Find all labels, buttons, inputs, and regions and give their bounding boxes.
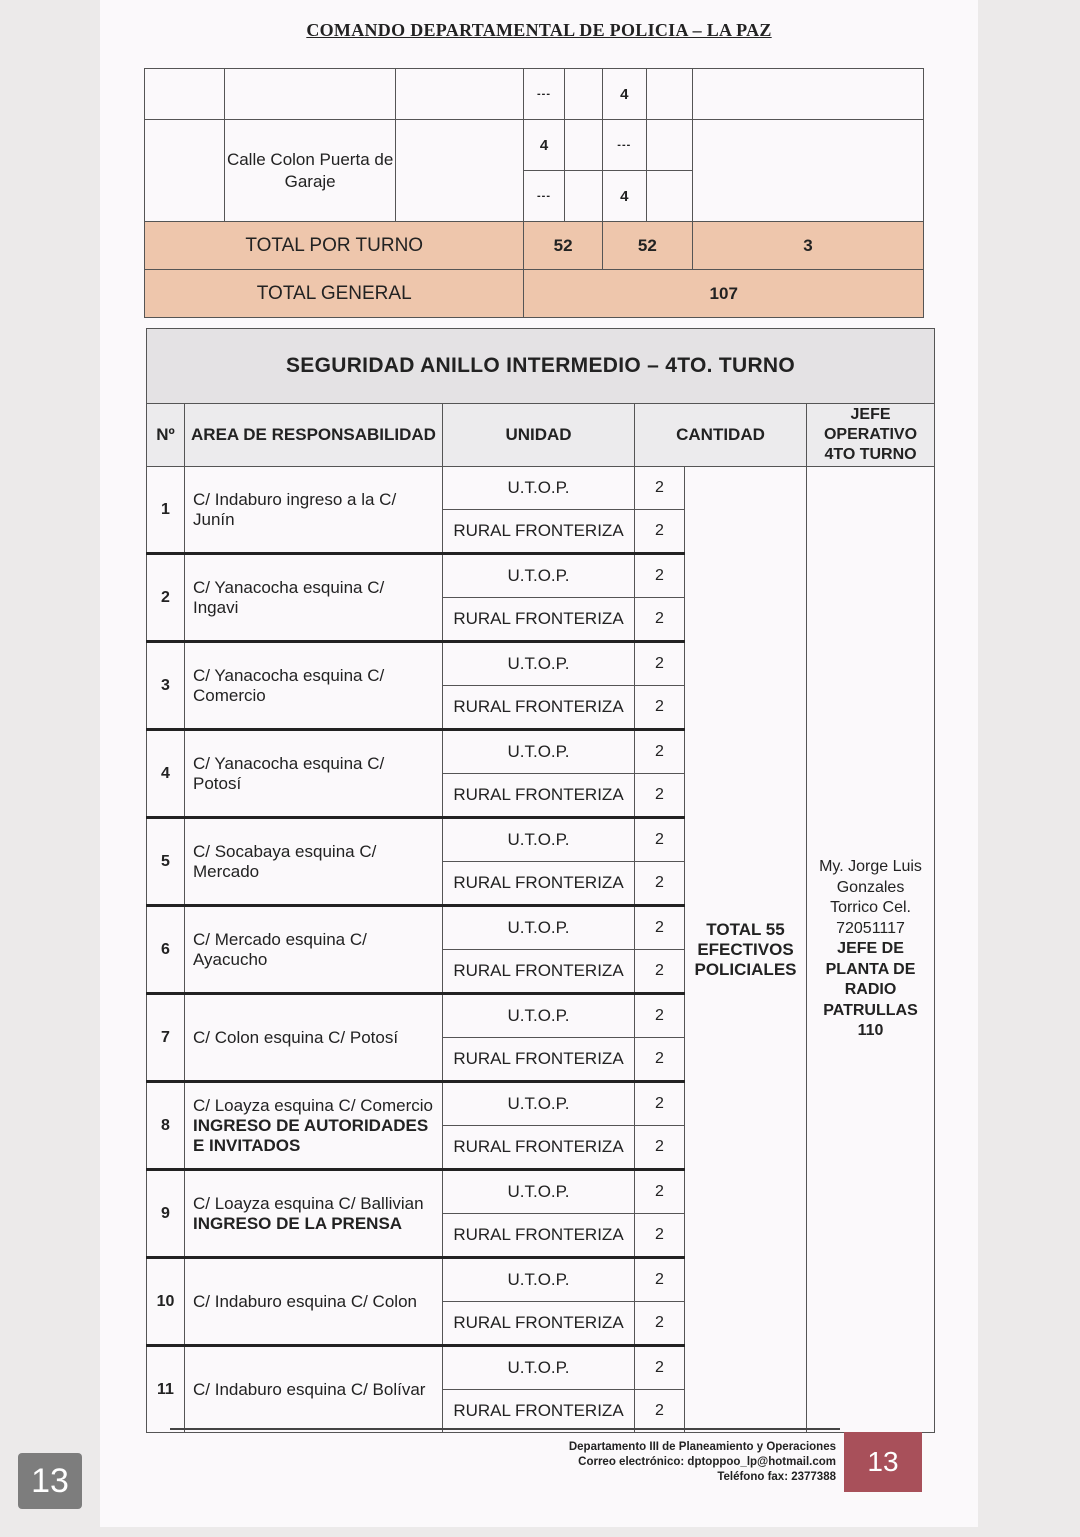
unit-cell: RURAL FRONTERIZA — [443, 510, 635, 554]
unit-cell: U.T.O.P. — [443, 467, 635, 510]
total-por-turno-row: TOTAL POR TURNO 52 52 3 — [145, 222, 924, 270]
area-cell: C/ Yanacocha esquina C/ Ingavi — [185, 554, 443, 642]
area-cell: C/ Indaburo ingreso a la C/ Junín — [185, 467, 443, 554]
area-cell: C/ Yanacocha esquina C/ Comercio — [185, 642, 443, 730]
area-cell: C/ Loayza esquina C/ Comercio INGRESO DE AUTORIDADES E INVITADOS — [185, 1082, 443, 1170]
total-general-row: TOTAL GENERAL 107 — [145, 270, 924, 318]
unit-cell: RURAL FRONTERIZA — [443, 774, 635, 818]
header-unidad: UNIDAD — [443, 404, 635, 467]
area-cell: C/ Mercado esquina C/ Ayacucho — [185, 906, 443, 994]
area-cell: C/ Socabaya esquina C/ Mercado — [185, 818, 443, 906]
count-cell: 2 — [635, 686, 685, 730]
table-row: --- 4 — [145, 69, 924, 120]
unit-cell: U.T.O.P. — [443, 1082, 635, 1126]
unit-cell: RURAL FRONTERIZA — [443, 862, 635, 906]
unit-cell: RURAL FRONTERIZA — [443, 950, 635, 994]
total-quantity-cell: TOTAL 55 EFECTIVOS POLICIALES — [685, 467, 807, 1433]
count-cell: 2 — [635, 994, 685, 1038]
page-indicator: 13 — [18, 1453, 82, 1509]
row-number: 3 — [147, 642, 185, 730]
area-cell: C/ Indaburo esquina C/ Colon — [185, 1258, 443, 1346]
count-cell: 2 — [635, 1390, 685, 1433]
row-number: 11 — [147, 1346, 185, 1433]
row-number: 2 — [147, 554, 185, 642]
row-number: 5 — [147, 818, 185, 906]
header-area: AREA DE RESPONSABILIDAD — [185, 404, 443, 467]
count-cell: 2 — [635, 774, 685, 818]
area-cell: C/ Indaburo esquina C/ Bolívar — [185, 1346, 443, 1433]
table-body — [147, 467, 935, 1433]
table-row — [147, 467, 935, 510]
row-number: 9 — [147, 1170, 185, 1258]
count-cell: 2 — [635, 1302, 685, 1346]
unit-cell: RURAL FRONTERIZA — [443, 1126, 635, 1170]
footer-divider — [170, 1428, 840, 1430]
unit-cell: RURAL FRONTERIZA — [443, 598, 635, 642]
row-number: 1 — [147, 467, 185, 554]
count-cell: 2 — [635, 1038, 685, 1082]
footer-info: Departamento III de Planeamiento y Operaciones Correo electrónico: dptoppoo_lp@hotmail.com Teléfono fax: 2377388 — [568, 1441, 836, 1483]
section-title: SEGURIDAD ANILLO INTERMEDIO – 4TO. TURNO — [147, 329, 935, 404]
count-cell: 2 — [635, 642, 685, 686]
table-row: --- 4 — [145, 171, 924, 222]
unit-cell: U.T.O.P. — [443, 1170, 635, 1214]
area-cell: C/ Loayza esquina C/ Ballivian INGRESO DE LA PRENSA — [185, 1170, 443, 1258]
count-cell: 2 — [635, 598, 685, 642]
table-row: Calle Colon Puerta de Garaje 4 --- — [145, 120, 924, 171]
header-no: Nº — [147, 404, 185, 467]
unit-cell: U.T.O.P. — [443, 730, 635, 774]
area-cell: C/ Colon esquina C/ Potosí — [185, 994, 443, 1082]
count-cell: 2 — [635, 1346, 685, 1390]
row-number: 4 — [147, 730, 185, 818]
header-jefe: JEFE OPERATIVO 4TO TURNO — [807, 404, 935, 467]
unit-cell: RURAL FRONTERIZA — [443, 686, 635, 730]
unit-cell: U.T.O.P. — [443, 1346, 635, 1390]
count-cell: 2 — [635, 1214, 685, 1258]
unit-cell: U.T.O.P. — [443, 906, 635, 950]
count-cell: 2 — [635, 950, 685, 994]
unit-cell: U.T.O.P. — [443, 994, 635, 1038]
chief-cell: My. Jorge Luis Gonzales Torrico Cel. 72051117 JEFE DE PLANTA DE RADIO PATRULLAS 110 — [807, 467, 935, 1433]
count-cell: 2 — [635, 1126, 685, 1170]
unit-cell: U.T.O.P. — [443, 818, 635, 862]
header-cantidad: CANTIDAD — [635, 404, 807, 467]
count-cell: 2 — [635, 510, 685, 554]
document-page — [100, 0, 978, 1527]
unit-cell: U.T.O.P. — [443, 642, 635, 686]
count-cell: 2 — [635, 1082, 685, 1126]
unit-cell: U.T.O.P. — [443, 554, 635, 598]
count-cell: 2 — [635, 862, 685, 906]
count-cell: 2 — [635, 1170, 685, 1214]
anillo-intermedio-table — [146, 328, 935, 1433]
previous-section-table — [144, 68, 924, 318]
count-cell: 2 — [635, 1258, 685, 1302]
unit-cell: RURAL FRONTERIZA — [443, 1302, 635, 1346]
row-number: 6 — [147, 906, 185, 994]
page-number-badge: 13 — [844, 1432, 922, 1492]
unit-cell: RURAL FRONTERIZA — [443, 1214, 635, 1258]
unit-cell: RURAL FRONTERIZA — [443, 1038, 635, 1082]
row-number: 10 — [147, 1258, 185, 1346]
unit-cell: RURAL FRONTERIZA — [443, 1390, 635, 1433]
count-cell: 2 — [635, 467, 685, 510]
unit-cell: U.T.O.P. — [443, 1258, 635, 1302]
count-cell: 2 — [635, 906, 685, 950]
count-cell: 2 — [635, 730, 685, 774]
location-cell: Calle Colon Puerta de Garaje — [225, 120, 396, 222]
count-cell: 2 — [635, 818, 685, 862]
page-header-title: COMANDO DEPARTAMENTAL DE POLICIA – LA PAZ — [306, 20, 772, 40]
table-header-row — [147, 404, 935, 467]
count-cell: 2 — [635, 554, 685, 598]
row-number: 8 — [147, 1082, 185, 1170]
row-number: 7 — [147, 994, 185, 1082]
area-cell: C/ Yanacocha esquina C/ Potosí — [185, 730, 443, 818]
